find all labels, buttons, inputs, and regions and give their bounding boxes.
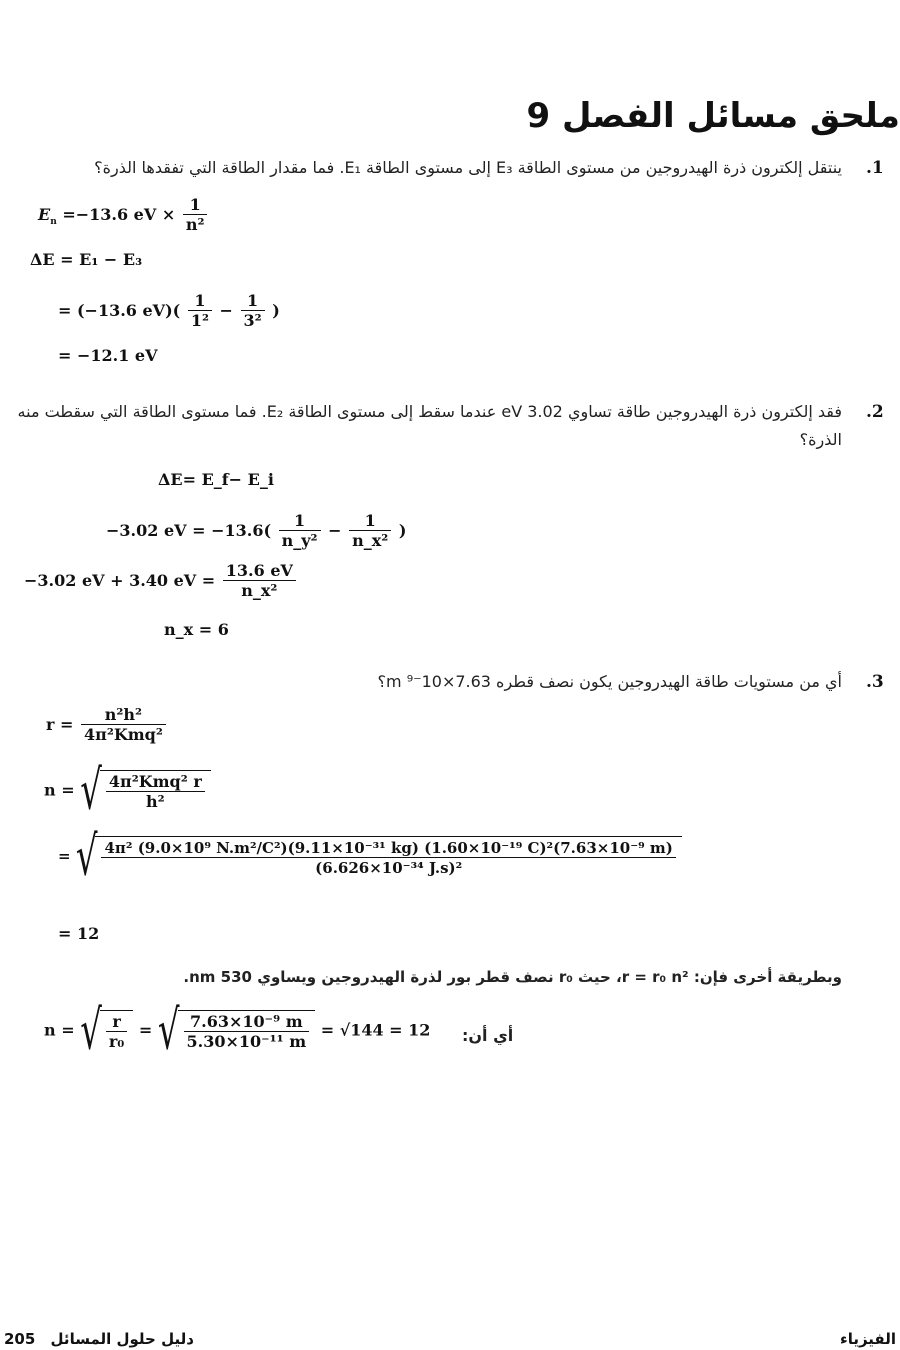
p3-r-den: 4π²Kmq² (83, 725, 163, 744)
p3-alt-calculation (44, 999, 431, 1063)
p1-calc-f1-den: 1² (190, 311, 209, 330)
p3-result: = 12 (58, 924, 100, 943)
p2-eq2-fraction-1 (279, 512, 321, 551)
p2-eq3-num: 13.6 eV (223, 562, 296, 581)
problem-2-text-line-1: فقد إلكترون ذرة الهيدروجين طاقة تساوي 3.02 eV عندما سقط إلى مستوى الطاقة E₂. فما مستوى الطاقة التي سقطت منه (17, 402, 842, 421)
p3-n-fraction (106, 773, 205, 812)
p2-eq2-minus: − (328, 521, 342, 540)
page-number: 205 (4, 1330, 36, 1348)
p2-eq3-fraction (223, 562, 296, 601)
footer-subject: الفيزياء (840, 1330, 896, 1348)
p1-result: = −12.1 eV (58, 346, 158, 365)
footer-left (4, 1330, 194, 1348)
p3-big-calculation (58, 825, 682, 889)
p2-eq2-f1-den: n_y² (281, 531, 318, 550)
p2-equation-2 (106, 512, 406, 551)
p3-last-lhs: n = (44, 1020, 75, 1040)
p3-big-den: (6.626×10⁻³⁴ J.s)² (315, 859, 463, 877)
p2-eq2-pre: −3.02 eV = −13.6( (106, 521, 272, 540)
p1-en-rhs: =−13.6 eV × (62, 205, 176, 224)
p3-last-small-num: r (106, 1013, 127, 1032)
p3-big-eq: = (58, 847, 71, 865)
p3-n-den: h² (145, 792, 165, 811)
p2-eq2-post: ) (398, 521, 407, 540)
p2-eq2-fraction-2 (349, 512, 391, 551)
p3-n-lhs: n = (44, 780, 75, 800)
p3-n-sqrt (100, 770, 211, 812)
p3-r-num: n²h² (81, 706, 166, 725)
p3-last-tail: = √144 = 12 (320, 1020, 431, 1040)
p2-equation-3 (24, 562, 298, 601)
problem-2-number: .2 (866, 402, 884, 422)
p1-en-sub: n (50, 217, 57, 228)
sqrt-icon: √ (80, 759, 102, 823)
p1-delta-e: ΔE = E₁ − E₃ (30, 250, 143, 269)
p3-last-eq: = (138, 1020, 153, 1040)
p1-calc-minus: − (219, 301, 233, 320)
p3-ie-label: أي أن: (462, 1026, 514, 1045)
problem-1-number: .1 (866, 158, 884, 178)
p3-n-formula (44, 759, 211, 823)
p1-en-den: n² (185, 215, 205, 234)
problem-3-text: أي من مستويات طاقة الهيدروجين يكون نصف قطره 7.63×10⁻⁹ m؟ (377, 672, 842, 691)
p3-r-fraction (81, 706, 166, 745)
p2-delta-e: ΔE= E_f− E_i (158, 470, 274, 489)
p3-last-num: 7.63×10⁻⁹ m (184, 1013, 310, 1032)
p3-big-num: 4π² (9.0×10⁹ N.m²/C²)(9.11×10⁻³¹ kg) (1.60×10⁻¹⁹ C)²(7.63×10⁻⁹ m) (101, 839, 675, 858)
sqrt-icon: √ (157, 999, 180, 1063)
p1-en-lhs: E (38, 205, 51, 224)
p1-calc-f2-num: 1 (241, 292, 265, 311)
problem-2-text-line-2: الذرة؟ (799, 430, 842, 449)
p1-en-num: 1 (183, 196, 208, 215)
p1-en-fraction (183, 196, 208, 235)
footer-book-title: دليل حلول المسائل (50, 1330, 194, 1348)
problem-3-number: .3 (866, 672, 884, 692)
p2-eq2-f2-den: n_x² (352, 531, 389, 550)
p3-n-num: 4π²Kmq² r (106, 773, 205, 792)
p3-big-sqrt (95, 836, 681, 878)
p1-calc-f2-den: 3² (243, 311, 262, 330)
p2-eq2-f1-num: 1 (279, 512, 321, 531)
p1-calc-post: ) (272, 301, 280, 320)
p1-calc-pre: = (−13.6 eV)( (58, 301, 181, 320)
p3-small-sqrt (100, 1010, 133, 1052)
p2-eq3-den: n_x² (241, 581, 278, 600)
p3-small-fraction (106, 1013, 127, 1052)
p2-result: n_x = 6 (164, 620, 229, 639)
p1-calc-fraction-1 (188, 292, 212, 331)
p3-alternative-method: وبطريقة أخرى فإن: r = r₀ n²، حيث r₀ نصف قطر بور لذرة الهيدروجين ويساوي 530 nm. (183, 968, 842, 986)
problem-1-text: ينتقل إلكترون ذرة الهيدروجين من مستوى الطاقة E₃ إلى مستوى الطاقة E₁. فما مقدار الطاقة التي تفقدها الذرة؟ (94, 158, 842, 177)
sqrt-icon: √ (80, 999, 102, 1063)
p3-last-den: 5.30×10⁻¹¹ m (186, 1032, 307, 1051)
p1-energy-formula (38, 196, 209, 235)
p3-value-fraction (184, 1013, 310, 1052)
p3-r-lhs: r = (46, 715, 74, 734)
p3-radius-formula (46, 706, 168, 745)
page-title: ملحق مسائل الفصل 9 (526, 96, 900, 136)
p3-value-sqrt (178, 1010, 316, 1052)
p2-eq3-pre: −3.02 eV + 3.40 eV = (24, 571, 216, 590)
p1-calc-fraction-2 (241, 292, 265, 331)
p2-eq2-f2-num: 1 (349, 512, 391, 531)
p3-last-small-den: r₀ (108, 1032, 125, 1051)
p1-calc-f1-num: 1 (188, 292, 212, 311)
sqrt-icon: √ (75, 825, 98, 889)
p3-big-fraction (101, 839, 675, 878)
p1-calculation (58, 292, 280, 331)
